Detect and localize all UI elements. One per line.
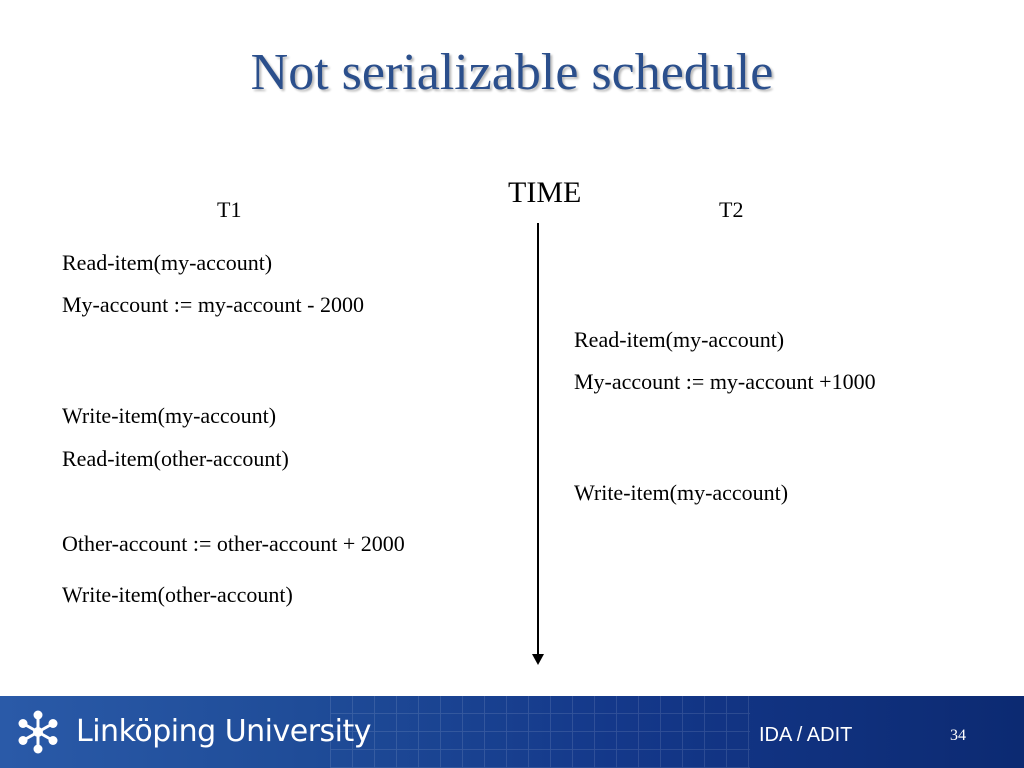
slide-title: Not serializable schedule — [250, 44, 774, 101]
liu-logo-icon — [12, 706, 64, 758]
footer-band — [0, 696, 1024, 768]
t1-op: Write-item(my-account) — [62, 403, 277, 428]
university-name: Linköping University — [76, 714, 372, 749]
t1-op: Read-item(my-account) — [62, 250, 273, 275]
t1-op: My-account := my-account - 2000 — [62, 292, 364, 317]
t2-op: My-account := my-account +1000 — [574, 369, 876, 394]
t2-op: Read-item(my-account) — [574, 327, 785, 352]
t1-header: T1 — [217, 197, 242, 222]
time-label: TIME — [508, 176, 582, 209]
time-arrow-icon — [532, 654, 544, 665]
footer-pattern — [330, 696, 750, 768]
time-axis-line — [537, 223, 539, 656]
t2-header: T2 — [719, 197, 744, 222]
department-label: IDA / ADIT — [759, 724, 853, 746]
t1-op: Write-item(other-account) — [62, 582, 293, 607]
t1-op: Read-item(other-account) — [62, 446, 289, 471]
t1-op: Other-account := other-account + 2000 — [62, 531, 405, 556]
page-number: 34 — [950, 727, 966, 744]
t2-op: Write-item(my-account) — [574, 480, 789, 505]
